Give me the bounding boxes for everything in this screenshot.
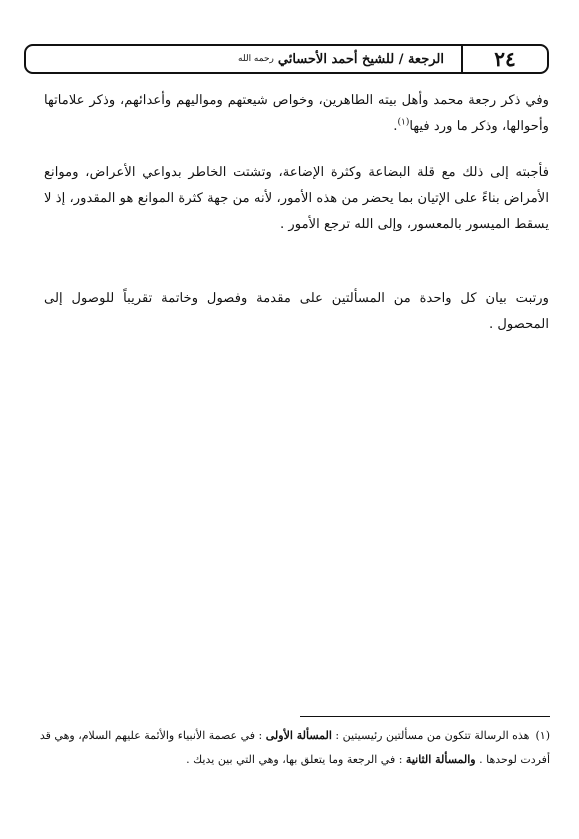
footnote-label-first: المسألة الأولى (265, 729, 332, 742)
paragraph-2: فأجبته إلى ذلك مع قلة البضاعة وكثرة الإضاعة، وتشتت الخاطر بدواعي الأعراض، وموانع الأمراض بناءً على الإتيان بما يحضر من هذه الأمور، لأنه من جهة كثرة الموانع هو المقدور، إذ لا يسقط الميسور بالمعسور، وإلى الله ترجع الأمور . (44, 165, 549, 232)
footnote-label-second: والمسألة الثانية (405, 753, 476, 766)
paragraph-1 (44, 88, 549, 140)
footnote-text-c: : في الرجعة وما يتعلق بها، وهي التي بين يديك . (186, 753, 406, 766)
paragraph-1-end: . (393, 119, 398, 134)
footnote (20, 724, 550, 772)
footnote-reference[interactable]: (١) (397, 117, 410, 128)
running-header (24, 44, 549, 74)
book-title: الرجعة / للشيخ أحمد الأحسائي (277, 51, 444, 67)
running-title (34, 46, 454, 72)
paragraph-3: ورتبت بيان كل واحدة من المسألتين على مقدمة وفصول وخاتمة تقريباً للوصول إلى المحصول . (44, 291, 549, 332)
footnote-text-b: : في عصمة الأنبياء والأئمة عليهم السلام، وهي قد أفردت لوحدها . (39, 729, 550, 766)
paragraph-1-text: وفي ذكر رجعة محمد وأهل بيته الطاهرين، وخواص شيعتهم ومواليهم وأعدائهم، وذكر علاماتها وأحوالها، وذكر ما ورد فيها (44, 93, 549, 134)
footnote-text-a: هذه الرسالة تتكون من مسألتين رئيسيتين : (331, 729, 530, 742)
footnote-separator (300, 716, 550, 717)
honorific-seal: رحمه الله (238, 54, 274, 64)
page-number: ٢٤ (494, 47, 516, 71)
footnote-marker: (١) (535, 729, 550, 742)
